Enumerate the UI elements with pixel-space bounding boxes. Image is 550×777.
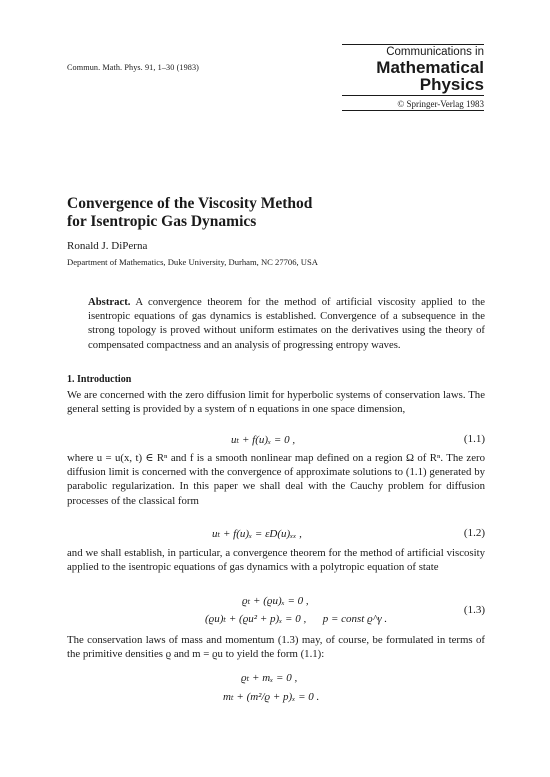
title-line-2: for Isentropic Gas Dynamics — [67, 213, 257, 230]
abstract-label: Abstract. — [88, 296, 131, 308]
copyright-notice: © Springer-Verlag 1983 — [397, 99, 484, 109]
equation-number-1-1: (1.1) — [463, 433, 485, 445]
journal-citation: Commun. Math. Phys. 91, 1–30 (1983) — [67, 63, 200, 72]
equation-1-3b: (ϱu)ₜ + (ϱu² + p)ₓ = 0 , p = const ϱ^γ . — [205, 613, 388, 625]
author-affiliation: Department of Mathematics, Duke University, Durham, NC 27706, USA — [67, 257, 319, 267]
paragraph-3: and we shall establish, in particular, a convergence theorem for the method of artificial viscosity applied to the isentropic equations of gas dynamics with a polytropic equation of state — [67, 547, 485, 574]
paragraph-2: where u = u(x, t) ∈ Rⁿ and f is a smooth nonlinear map defined on a region Ω of Rⁿ. The zero diffusion limit is concerned with the convergence of approximate solutions to (1.1) generated by parabolic regularization. In this paper we shall deal with the Cauchy problem for diffusion processes of the classical form — [67, 452, 485, 507]
masthead-bottom-rule — [342, 110, 484, 111]
equation-1-4b: mₜ + (m²/ϱ + p)ₓ = 0 . — [223, 691, 320, 703]
equation-1-2: uₜ + f(u)ₓ = εD(u)ₓₓ , — [212, 528, 302, 540]
journal-name-line2: Mathematical — [376, 58, 484, 77]
section-heading: 1. Introduction — [67, 374, 132, 385]
equation-1-1: uₜ + f(u)ₓ = 0 , — [231, 434, 296, 446]
title-line-1: Convergence of the Viscosity Method — [67, 195, 313, 212]
masthead-top-rule — [342, 44, 484, 45]
abstract-text: A convergence theorem for the method of artificial viscosity applied to the isentropic equations of gas dynamics is established. Convergence of a subsequence in the strong topology is proved without uniform estimates on the derivatives using the theory of compensated compactness and an analysis of progressing entropy waves. — [88, 296, 485, 351]
article-title — [67, 195, 487, 231]
paragraph-1: We are concerned with the zero diffusion limit for hyperbolic systems of conservation laws. The general setting is provided by a system of n equations in one space dimension, — [67, 389, 485, 416]
equation-1-4a: ϱₜ + mₓ = 0 , — [241, 672, 298, 684]
journal-masthead — [342, 44, 484, 111]
equation-1-3a: ϱₜ + (ϱu)ₓ = 0 , — [242, 595, 309, 607]
equation-number-1-3: (1.3) — [463, 604, 485, 616]
author-name: Ronald J. DiPerna — [67, 240, 148, 252]
masthead-mid-rule — [342, 95, 484, 96]
journal-name-line3: Physics — [419, 75, 484, 94]
paragraph-4: The conservation laws of mass and momentum (1.3) may, of course, be formulated in terms of the primitive densities ϱ and m = ϱu to yield the form (1.1): — [67, 634, 485, 661]
journal-name-line1: Communications in — [386, 46, 484, 58]
equation-number-1-2: (1.2) — [463, 527, 485, 539]
abstract — [88, 295, 485, 352]
